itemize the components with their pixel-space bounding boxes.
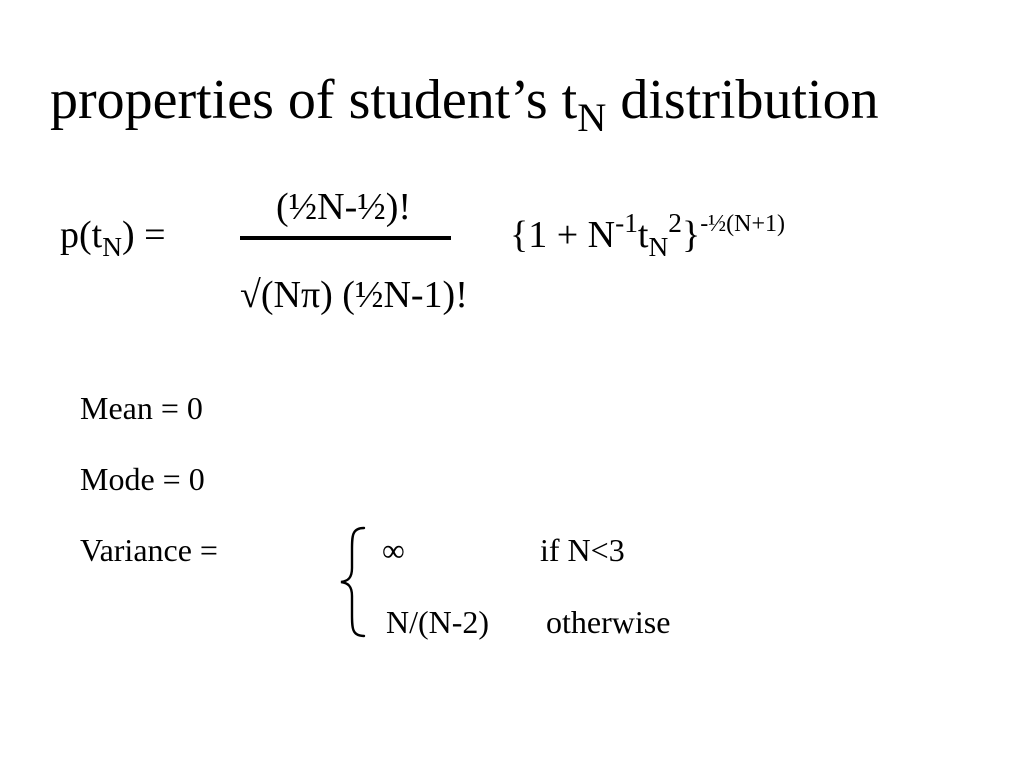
factor-exponent: -½(N+1) [700, 211, 786, 237]
density-lhs [60, 212, 166, 262]
factor-square: 2 [668, 207, 682, 238]
fraction-denominator: √(Nπ) (½N-1)! [240, 274, 468, 316]
factor-superscript: -1 [615, 207, 638, 238]
lhs-subscript: N [102, 231, 122, 262]
variance-case-finite-condition: otherwise [546, 604, 671, 640]
density-factor [510, 207, 786, 262]
lhs-prefix: p(t [60, 214, 103, 256]
mean-line: Mean = 0 [80, 390, 203, 426]
title-tail: distribution [606, 69, 879, 131]
slide-title [50, 64, 879, 140]
variance-case-infinite-condition: if N<3 [540, 532, 625, 568]
cases-brace [338, 524, 368, 640]
fraction-numerator: (½N-½)! [276, 186, 412, 228]
lhs-suffix: ) = [121, 214, 166, 256]
mode-line: Mode = 0 [80, 461, 205, 497]
title-subscript: N [577, 94, 607, 140]
factor-subscript: N [648, 231, 669, 262]
factor-close: } [681, 214, 701, 256]
variance-case-infinite-value: ∞ [382, 532, 405, 568]
title-main: properties of student’s t [50, 69, 578, 131]
variance-case-finite-value: N/(N-2) [386, 604, 490, 640]
variance-label: Variance = [80, 532, 218, 568]
fraction-bar [240, 236, 451, 240]
factor-t: t [637, 214, 649, 256]
factor-open: {1 + N [510, 214, 616, 256]
